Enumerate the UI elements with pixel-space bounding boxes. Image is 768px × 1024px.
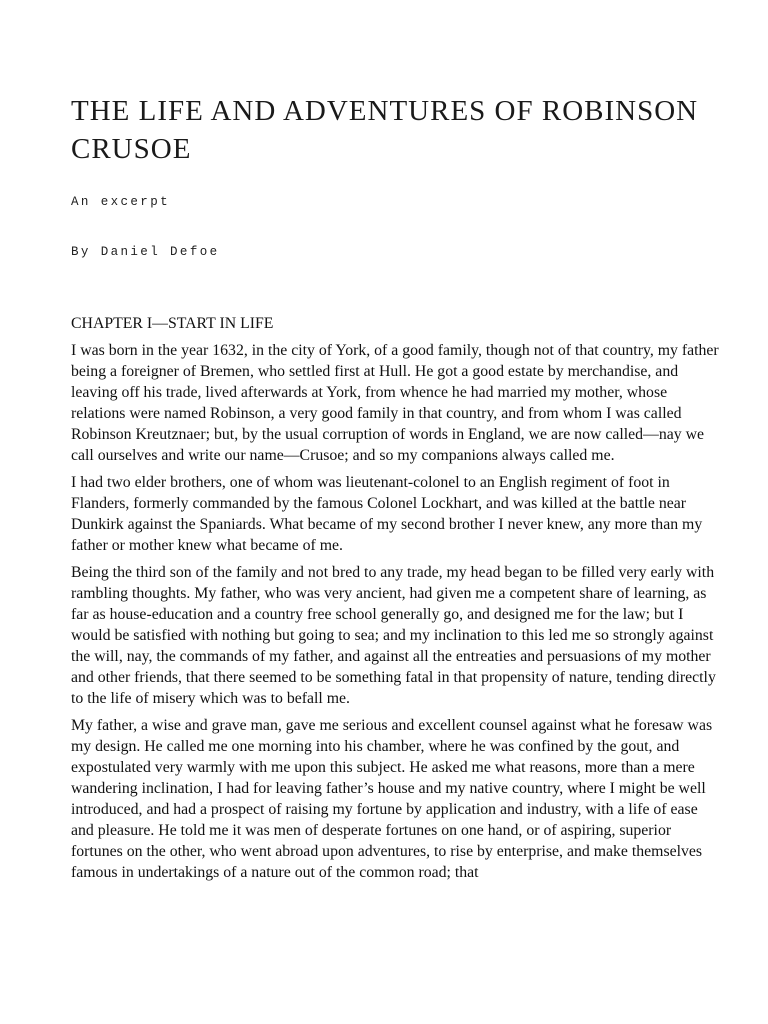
book-title: THE LIFE AND ADVENTURES OF ROBINSON CRUSOE <box>71 95 699 165</box>
paragraph-3: Being the third son of the family and not bred to any trade, my head began to be filled very early with rambling thoughts. My father, who was very ancient, had given me a competent share of learning, as far as house-education and a country free school generally go, and designed me for the law; but I would be satisfied with nothing but going to sea; and my inclination to this led me so strongly against the will, nay, the commands of my father, and against all the entreaties and persuasions of my mother and other friends, that there seemed to be something fatal in that propensity of nature, tending directly to the life of misery which was to befall me. <box>71 564 716 707</box>
document-body <box>71 313 721 883</box>
chapter-heading: CHAPTER I—START IN LIFE <box>71 315 274 332</box>
subtitle: An excerpt <box>71 195 171 209</box>
author-byline: By Daniel Defoe <box>71 245 220 259</box>
paragraph-4: My father, a wise and grave man, gave me serious and excellent counsel against what he foresaw was my design. He called me one morning into his chamber, where he was confined by the gout, and expostulated very warmly with me upon this subject. He asked me what reasons, more than a mere wandering inclination, I had for leaving father’s house and my native country, where I might be well introduced, and had a prospect of raising my fortune by application and industry, with a life of ease and pleasure. He told me it was men of desperate fortunes on one hand, or of aspiring, superior fortunes on the other, who went abroad upon adventures, to rise by enterprise, and make themselves famous in undertakings of a nature out of the common road; that <box>71 717 713 881</box>
paragraph-2: I had two elder brothers, one of whom was lieutenant-colonel to an English regiment of foot in Flanders, formerly commanded by the famous Colonel Lockhart, and was killed at the battle near Dunkirk against the Spaniards. What became of my second brother I never knew, any more than my father or mother knew what became of me. <box>71 474 703 554</box>
paragraph-1: I was born in the year 1632, in the city of York, of a good family, though not of that country, my father being a foreigner of Bremen, who settled first at Hull. He got a good estate by merchandise, and leaving off his trade, lived afterwards at York, from whence he had married my mother, whose relations were named Robinson, a very good family in that country, and from whom I was called Robinson Kreutznaer; but, by the usual corruption of words in England, we are now called—nay we call ourselves and write our name—Crusoe; and so my companions always called me. <box>71 342 719 464</box>
